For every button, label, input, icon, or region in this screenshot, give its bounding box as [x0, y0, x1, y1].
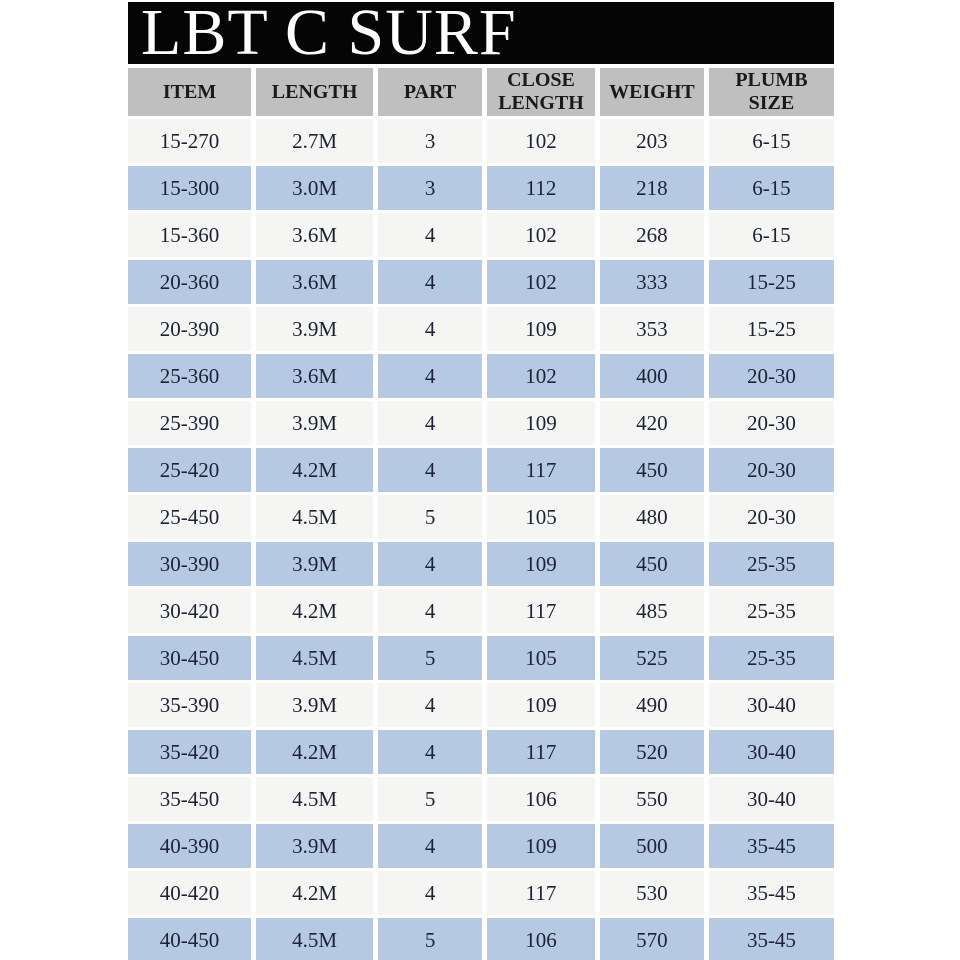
table-cell: 203 [600, 119, 704, 163]
table-cell: 4 [378, 213, 482, 257]
table-cell: 268 [600, 213, 704, 257]
table-cell: 40-450 [128, 918, 251, 960]
table-cell: 4 [378, 730, 482, 774]
table-cell: 112 [487, 166, 595, 210]
table-cell: 400 [600, 354, 704, 398]
table-cell: 30-40 [709, 683, 834, 727]
table-cell: 3.6M [256, 213, 373, 257]
table-cell: 25-35 [709, 589, 834, 633]
table-cell: 109 [487, 542, 595, 586]
spec-table-panel [128, 2, 834, 960]
table-cell: 30-390 [128, 542, 251, 586]
table-cell: 3.0M [256, 166, 373, 210]
table-cell: 5 [378, 636, 482, 680]
table-title: LBT C SURF [141, 2, 517, 64]
table-cell: 6-15 [709, 213, 834, 257]
table-cell: 40-420 [128, 871, 251, 915]
table-cell: 109 [487, 401, 595, 445]
table-cell: 20-30 [709, 354, 834, 398]
table-cell: 35-45 [709, 918, 834, 960]
table-cell: 35-450 [128, 777, 251, 821]
table-cell: 3.9M [256, 542, 373, 586]
table-cell: 420 [600, 401, 704, 445]
table-cell: 5 [378, 777, 482, 821]
table-cell: 5 [378, 495, 482, 539]
table-cell: 35-390 [128, 683, 251, 727]
table-cell: 490 [600, 683, 704, 727]
table-cell: 4.2M [256, 730, 373, 774]
table-cell: 15-300 [128, 166, 251, 210]
table-cell: 4 [378, 401, 482, 445]
table-cell: 20-30 [709, 448, 834, 492]
table-cell: 5 [378, 918, 482, 960]
table-cell: 450 [600, 542, 704, 586]
table-cell: 25-35 [709, 542, 834, 586]
table-cell: 106 [487, 777, 595, 821]
table-cell: 3 [378, 166, 482, 210]
table-cell: 353 [600, 307, 704, 351]
table-cell: 25-360 [128, 354, 251, 398]
title-bar [128, 2, 834, 64]
table-cell: 4 [378, 824, 482, 868]
table-cell: 105 [487, 636, 595, 680]
table-cell: 3.9M [256, 401, 373, 445]
table-cell: 25-420 [128, 448, 251, 492]
spec-table [128, 68, 834, 960]
table-cell: 40-390 [128, 824, 251, 868]
table-cell: 25-35 [709, 636, 834, 680]
table-cell: 15-25 [709, 260, 834, 304]
header-cell-weight: WEIGHT [600, 68, 704, 116]
table-cell: 6-15 [709, 166, 834, 210]
table-cell: 15-270 [128, 119, 251, 163]
table-cell: 102 [487, 260, 595, 304]
table-cell: 102 [487, 119, 595, 163]
header-cell-close-length: CLOSE LENGTH [487, 68, 595, 116]
table-cell: 480 [600, 495, 704, 539]
table-cell: 4.5M [256, 918, 373, 960]
table-cell: 25-390 [128, 401, 251, 445]
table-cell: 4 [378, 542, 482, 586]
table-cell: 30-40 [709, 730, 834, 774]
table-cell: 20-390 [128, 307, 251, 351]
table-cell: 117 [487, 730, 595, 774]
table-cell: 525 [600, 636, 704, 680]
table-cell: 4 [378, 307, 482, 351]
table-cell: 117 [487, 448, 595, 492]
table-cell: 25-450 [128, 495, 251, 539]
table-cell: 450 [600, 448, 704, 492]
table-cell: 4.2M [256, 448, 373, 492]
header-cell-length: LENGTH [256, 68, 373, 116]
table-cell: 4.2M [256, 871, 373, 915]
table-cell: 4.5M [256, 777, 373, 821]
table-cell: 109 [487, 824, 595, 868]
header-cell-plumb-size: PLUMB SIZE [709, 68, 834, 116]
table-cell: 3.9M [256, 307, 373, 351]
table-cell: 30-450 [128, 636, 251, 680]
table-cell: 15-25 [709, 307, 834, 351]
table-cell: 4.5M [256, 495, 373, 539]
table-cell: 530 [600, 871, 704, 915]
table-cell: 3.6M [256, 260, 373, 304]
table-cell: 35-420 [128, 730, 251, 774]
table-cell: 117 [487, 589, 595, 633]
table-cell: 4.2M [256, 589, 373, 633]
table-cell: 2.7M [256, 119, 373, 163]
table-cell: 570 [600, 918, 704, 960]
table-cell: 102 [487, 354, 595, 398]
table-cell: 3 [378, 119, 482, 163]
table-cell: 3.6M [256, 354, 373, 398]
table-cell: 4 [378, 448, 482, 492]
table-cell: 4 [378, 354, 482, 398]
table-cell: 30-420 [128, 589, 251, 633]
table-cell: 550 [600, 777, 704, 821]
table-cell: 117 [487, 871, 595, 915]
table-cell: 35-45 [709, 871, 834, 915]
table-cell: 20-30 [709, 495, 834, 539]
table-cell: 15-360 [128, 213, 251, 257]
table-cell: 520 [600, 730, 704, 774]
table-cell: 3.9M [256, 683, 373, 727]
table-cell: 20-360 [128, 260, 251, 304]
table-cell: 4.5M [256, 636, 373, 680]
table-cell: 4 [378, 871, 482, 915]
table-cell: 6-15 [709, 119, 834, 163]
table-cell: 109 [487, 683, 595, 727]
table-cell: 218 [600, 166, 704, 210]
table-cell: 4 [378, 683, 482, 727]
table-cell: 30-40 [709, 777, 834, 821]
table-cell: 106 [487, 918, 595, 960]
table-cell: 102 [487, 213, 595, 257]
table-cell: 500 [600, 824, 704, 868]
header-cell-part: PART [378, 68, 482, 116]
table-cell: 20-30 [709, 401, 834, 445]
table-cell: 4 [378, 260, 482, 304]
table-cell: 4 [378, 589, 482, 633]
table-cell: 109 [487, 307, 595, 351]
table-cell: 333 [600, 260, 704, 304]
table-cell: 35-45 [709, 824, 834, 868]
table-cell: 105 [487, 495, 595, 539]
table-cell: 3.9M [256, 824, 373, 868]
table-cell: 485 [600, 589, 704, 633]
header-cell-item: ITEM [128, 68, 251, 116]
